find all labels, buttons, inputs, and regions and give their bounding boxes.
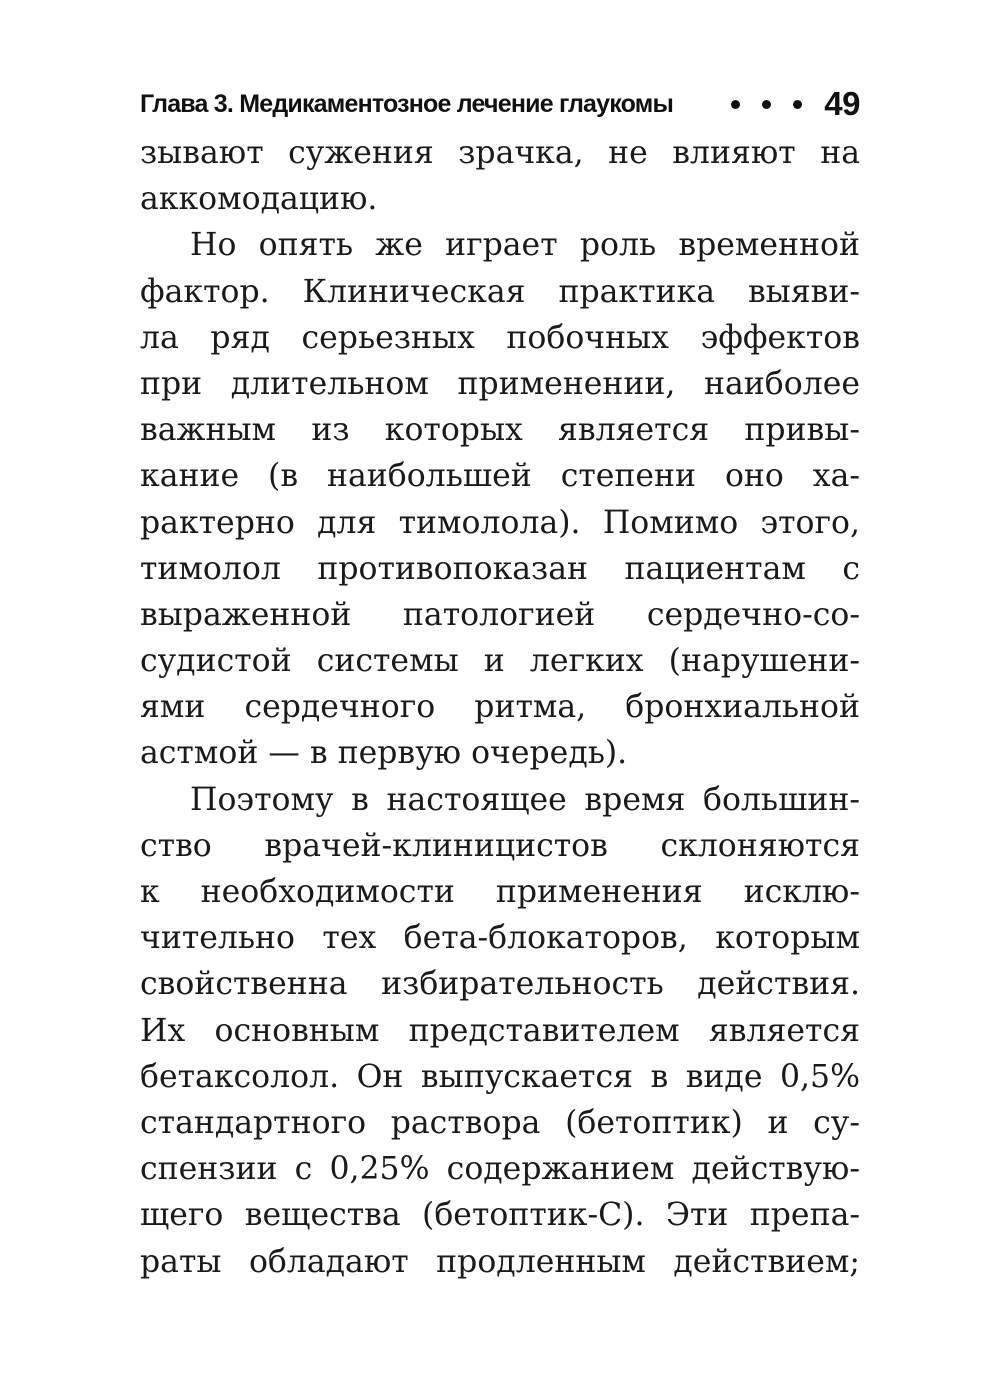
dot-icon bbox=[731, 100, 740, 109]
text-line: тимолол противопоказан пациентам с bbox=[140, 550, 860, 587]
text-line: ла ряд серьезных побочных эффектов bbox=[140, 319, 860, 356]
dot-icon bbox=[762, 100, 771, 109]
text-line: чительно тех бета-блокаторов, которым bbox=[140, 920, 860, 957]
text-line: астмой — в первую очередь). bbox=[140, 735, 628, 772]
text-line: рактерно для тимолола). Помимо этого, bbox=[140, 504, 860, 541]
running-head bbox=[140, 82, 860, 126]
page-number: 49 bbox=[824, 85, 860, 122]
text-line: Их основным представителем является bbox=[140, 1012, 860, 1049]
text-line: зывают сужения зрачка, не влияют на bbox=[140, 135, 860, 171]
chapter-title: Глава 3. Медикаментозное лечение глаукомы bbox=[140, 89, 673, 118]
text-line: раты обладают продленным действием; bbox=[140, 1243, 860, 1280]
text-line: ство врачей-клиницистов склоняются bbox=[140, 827, 860, 864]
text-line: спензии с 0,25% содержанием действую- bbox=[140, 1151, 860, 1188]
book-page bbox=[140, 82, 860, 1285]
dot-icon bbox=[793, 100, 802, 109]
text-line: судистой системы и легких (нарушени- bbox=[140, 643, 860, 680]
text-line: бетаксолол. Он выпускается в виде 0,5% bbox=[140, 1058, 860, 1095]
text-line: к необходимости применения исклю- bbox=[140, 874, 860, 910]
text-line: Но опять же играет роль временной bbox=[190, 227, 860, 264]
text-line: Поэтому в настоящее время большин- bbox=[190, 781, 860, 818]
text-line: фактор. Клиническая практика выяви- bbox=[140, 273, 860, 310]
text-line: важным из которых является привы- bbox=[140, 412, 860, 449]
text-line: щего вещества (бетоптик-С). Эти препа- bbox=[140, 1197, 860, 1234]
running-head-right bbox=[731, 85, 860, 123]
text-line: стандартного раствора (бетоптик) и су- bbox=[140, 1104, 860, 1141]
text-line: кание (в наибольшей степени оно ха- bbox=[140, 458, 860, 495]
text-line: свойственна избирательность действия. bbox=[140, 966, 860, 1003]
text-line: ями сердечного ритма, бронхиальной bbox=[140, 689, 860, 726]
body-text bbox=[140, 130, 860, 1285]
text-line: выраженной патологией сердечно-со- bbox=[140, 596, 860, 633]
text-line: при длительном применении, наиболее bbox=[140, 365, 860, 402]
ornament-dots bbox=[731, 100, 802, 109]
text-line: аккомодацию. bbox=[140, 181, 378, 218]
